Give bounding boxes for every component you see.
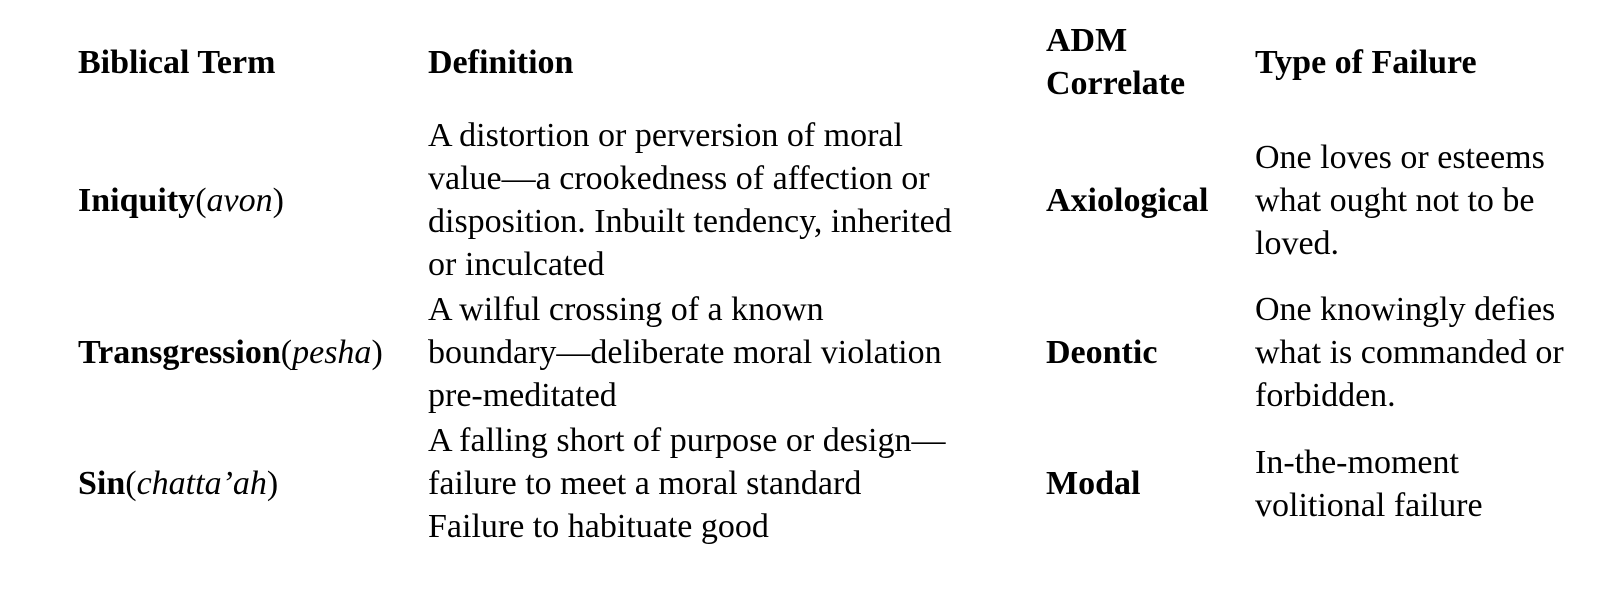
failure-type-cell <box>1255 114 1615 288</box>
definition-line: disposition. Inbuilt tendency, inherited <box>428 203 952 240</box>
definition-line: Failure to habituate good <box>428 508 769 545</box>
header-adm-correlate-text: ADM Correlate <box>1046 22 1186 102</box>
definition-cell <box>428 288 1046 419</box>
definition-line: pre-meditated <box>428 377 617 414</box>
term-cell: Sin(chatta’ah) <box>78 465 279 502</box>
term-hebrew: chatta’ah <box>136 465 267 502</box>
header-row <box>78 14 1615 114</box>
table-row <box>78 288 1615 419</box>
term-name: Sin <box>78 465 126 502</box>
failure-line: what ought not to be <box>1255 181 1535 219</box>
table-row <box>78 419 1615 550</box>
term-cell: Iniquity(avon) <box>78 181 284 219</box>
failure-type-cell <box>1255 419 1615 550</box>
failure-line: One loves or esteems <box>1255 138 1545 176</box>
term-name: Iniquity <box>78 181 196 219</box>
definition-line: or inculcated <box>428 246 605 283</box>
table-header <box>78 14 1615 114</box>
sin-taxonomy-table <box>78 14 1615 550</box>
sin-taxonomy-table-container <box>78 14 1615 550</box>
failure-line: what is commanded or <box>1255 334 1564 371</box>
definition-cell <box>428 419 1046 550</box>
definition-cell <box>428 114 1046 288</box>
failure-line: In-the-moment <box>1255 443 1459 481</box>
failure-line: One knowingly defies <box>1255 291 1556 328</box>
adm-correlate-cell: Deontic <box>1046 334 1158 371</box>
header-biblical-term: Biblical Term <box>78 43 276 81</box>
table-body <box>78 114 1615 550</box>
adm-correlate-cell: Axiological <box>1046 181 1209 219</box>
failure-line: volitional failure <box>1255 486 1483 524</box>
table-row <box>78 114 1615 288</box>
definition-line: failure to meet a moral standard <box>428 465 862 502</box>
definition-line: A distortion or perversion of moral <box>428 117 903 154</box>
term-name: Transgression <box>78 334 281 371</box>
term-cell: Transgression(pesha) <box>78 334 383 371</box>
header-definition: Definition <box>428 43 574 81</box>
definition-line: A falling short of purpose or design— <box>428 422 946 459</box>
header-type-of-failure: Type of Failure <box>1255 43 1477 81</box>
failure-type-cell <box>1255 288 1615 419</box>
term-hebrew: avon <box>206 181 273 219</box>
definition-line: value—a crookedness of affection or <box>428 160 930 197</box>
term-hebrew: pesha <box>292 334 372 371</box>
definition-line: A wilful crossing of a known <box>428 291 824 328</box>
definition-line: boundary—deliberate moral violation <box>428 334 942 371</box>
header-adm-correlate <box>1046 14 1255 114</box>
adm-correlate-cell: Modal <box>1046 465 1141 502</box>
failure-line: loved. <box>1255 224 1340 262</box>
failure-line: forbidden. <box>1255 377 1396 414</box>
